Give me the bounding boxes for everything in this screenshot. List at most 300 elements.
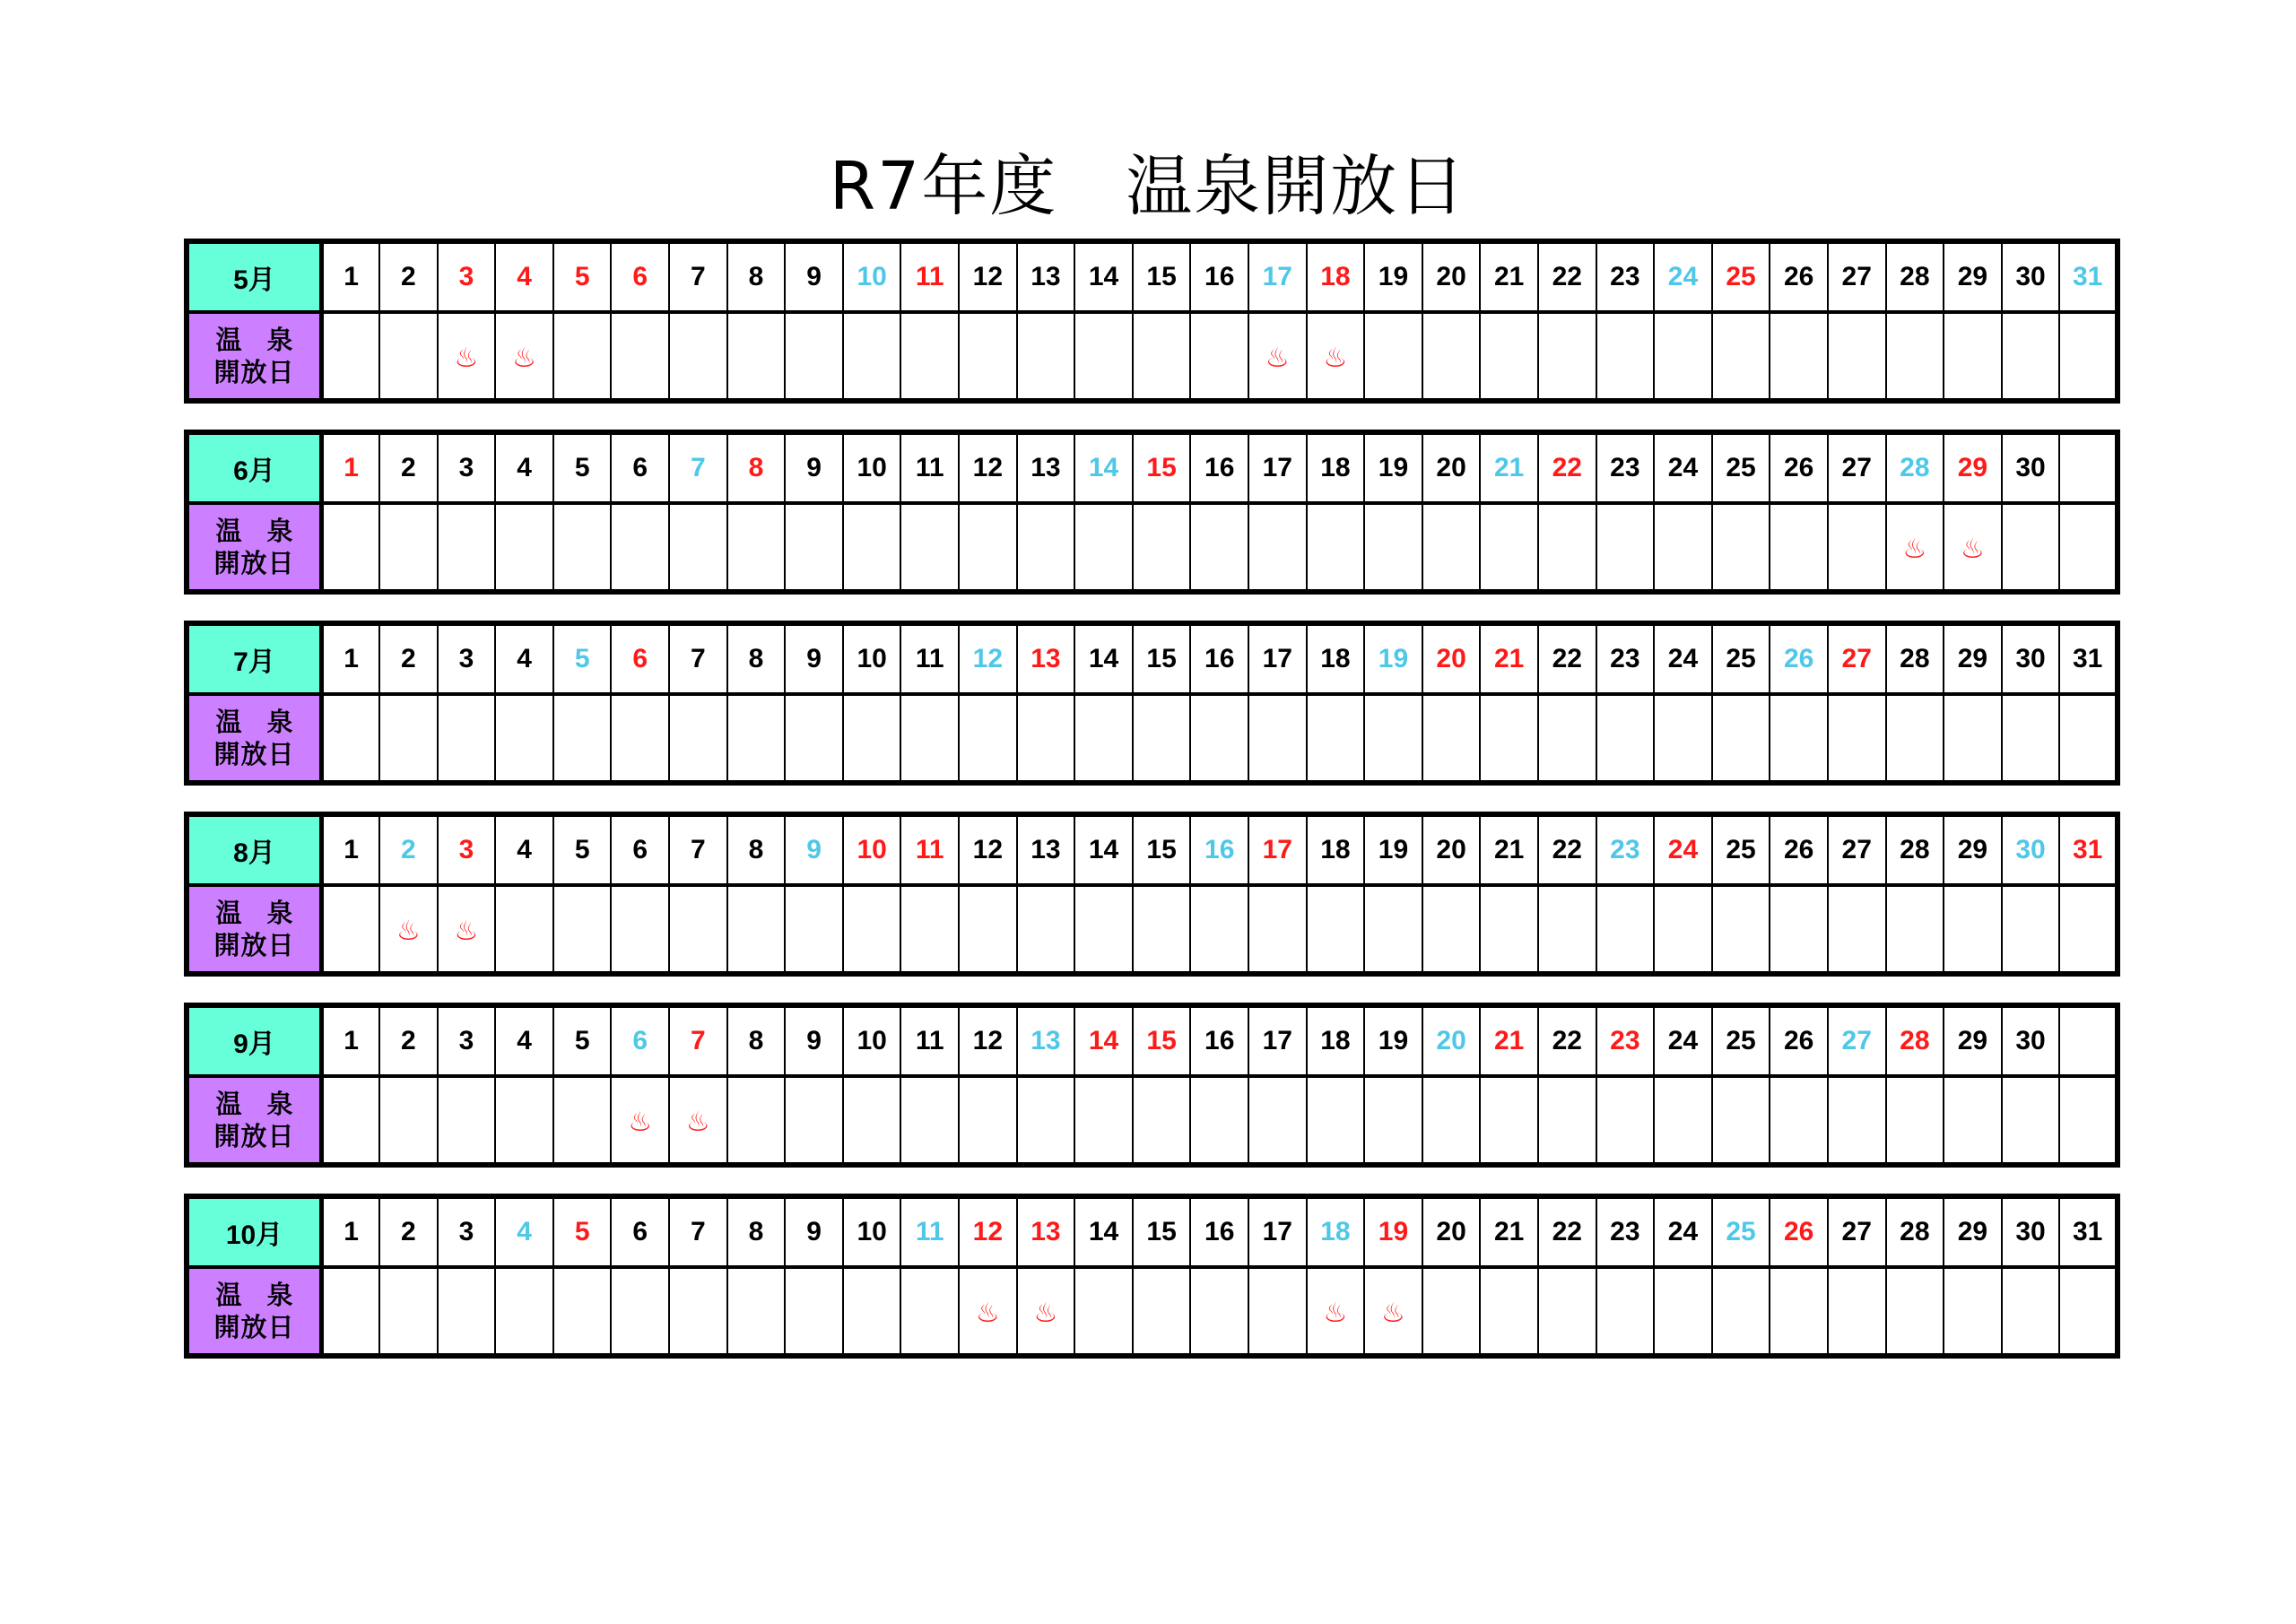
day-number: 20	[1422, 623, 1481, 694]
day-number: 4	[495, 241, 553, 312]
open-day-cell	[322, 694, 380, 783]
open-day-cell	[1133, 312, 1191, 401]
day-number: 12	[959, 814, 1017, 885]
open-day-cell	[843, 1076, 901, 1165]
open-day-cell	[843, 503, 901, 592]
day-number: 17	[1248, 623, 1307, 694]
open-day-cell	[1944, 694, 2002, 783]
day-number: 19	[1364, 623, 1422, 694]
day-number: 2	[379, 1196, 438, 1267]
day-number: 31	[2059, 1196, 2118, 1267]
day-number: 26	[1770, 814, 1828, 885]
open-day-cell	[1712, 312, 1770, 401]
day-number: 20	[1422, 1196, 1481, 1267]
open-day-cell	[669, 1267, 727, 1356]
day-number: 22	[1538, 432, 1596, 503]
open-day-cell	[959, 503, 1017, 592]
empty-day-cell	[2059, 432, 2118, 503]
open-day-cell	[1364, 1076, 1422, 1165]
open-day-cell	[1770, 312, 1828, 401]
open-day-cell	[553, 1076, 612, 1165]
open-day-cell	[900, 885, 959, 974]
day-number: 1	[322, 1196, 380, 1267]
page-title: R7年度 温泉開放日	[829, 148, 1467, 225]
day-number: 13	[1017, 1005, 1075, 1076]
day-number: 21	[1480, 241, 1538, 312]
day-number: 23	[1596, 1005, 1655, 1076]
open-day-cell	[1017, 503, 1075, 592]
open-day-cell	[495, 312, 553, 401]
day-number: 4	[495, 814, 553, 885]
day-number: 24	[1654, 1196, 1712, 1267]
day-number: 7	[669, 1005, 727, 1076]
day-number: 14	[1074, 1196, 1133, 1267]
open-day-cell	[1480, 694, 1538, 783]
open-day-cell	[2002, 694, 2060, 783]
open-day-cell	[495, 1076, 553, 1165]
day-number: 9	[785, 432, 843, 503]
open-day-cell	[1828, 503, 1886, 592]
day-number: 3	[438, 1196, 496, 1267]
open-day-cell	[1133, 503, 1191, 592]
day-number: 9	[785, 1005, 843, 1076]
day-number: 11	[900, 241, 959, 312]
day-number: 26	[1770, 432, 1828, 503]
day-number: 15	[1133, 623, 1191, 694]
hot-spring-icon: ♨	[628, 1106, 653, 1138]
month-label: 9月	[187, 1005, 322, 1076]
open-day-cell	[1828, 1076, 1886, 1165]
open-day-cell	[1944, 312, 2002, 401]
month-table	[184, 430, 2120, 595]
hot-spring-icon: ♨	[1960, 533, 1985, 565]
open-day-label	[187, 885, 322, 974]
date-row	[187, 623, 2118, 694]
day-number: 12	[959, 1005, 1017, 1076]
hot-spring-icon: ♨	[512, 342, 537, 374]
open-day-cell	[495, 1267, 553, 1356]
open-day-cell	[1538, 1267, 1596, 1356]
open-day-cell	[438, 885, 496, 974]
month-table	[184, 239, 2120, 404]
open-day-cell	[1017, 885, 1075, 974]
open-day-cell	[1654, 503, 1712, 592]
day-number: 28	[1886, 623, 1944, 694]
open-day-row	[187, 503, 2118, 592]
open-day-cell	[379, 312, 438, 401]
open-day-cell	[322, 885, 380, 974]
day-number: 30	[2002, 623, 2060, 694]
hot-spring-icon: ♨	[396, 915, 421, 947]
month-label: 6月	[187, 432, 322, 503]
day-number: 2	[379, 814, 438, 885]
day-number: 17	[1248, 1196, 1307, 1267]
open-day-cell	[1770, 885, 1828, 974]
open-day-cell	[1480, 503, 1538, 592]
open-day-cell	[1017, 312, 1075, 401]
open-day-cell	[843, 885, 901, 974]
open-day-cell	[1712, 1267, 1770, 1356]
day-number: 29	[1944, 623, 2002, 694]
open-day-cell	[1886, 1076, 1944, 1165]
day-number: 21	[1480, 814, 1538, 885]
day-number: 2	[379, 432, 438, 503]
open-day-cell	[785, 1267, 843, 1356]
open-day-cell	[1190, 312, 1248, 401]
day-number: 30	[2002, 1196, 2060, 1267]
day-number: 27	[1828, 432, 1886, 503]
open-day-cell	[1828, 312, 1886, 401]
hot-spring-icon: ♨	[1265, 342, 1290, 374]
hot-spring-icon: ♨	[1323, 342, 1348, 374]
open-day-label-line1: 温泉	[215, 707, 318, 737]
day-number: 27	[1828, 814, 1886, 885]
day-number: 19	[1364, 432, 1422, 503]
open-day-cell	[1017, 1267, 1075, 1356]
open-day-cell	[1654, 885, 1712, 974]
day-number: 16	[1190, 432, 1248, 503]
open-day-cell	[1074, 1267, 1133, 1356]
day-number: 27	[1828, 1196, 1886, 1267]
day-number: 10	[843, 432, 901, 503]
open-day-cell	[1248, 1076, 1307, 1165]
open-day-cell	[1596, 694, 1655, 783]
date-row	[187, 432, 2118, 503]
day-number: 3	[438, 623, 496, 694]
open-day-cell	[1074, 694, 1133, 783]
open-day-cell	[2002, 1267, 2060, 1356]
open-day-cell	[785, 503, 843, 592]
day-number: 4	[495, 623, 553, 694]
open-day-cell	[553, 503, 612, 592]
open-day-label-line2: 開放日	[213, 548, 295, 578]
open-day-cell	[959, 694, 1017, 783]
open-day-cell	[1307, 503, 1365, 592]
day-number: 9	[785, 1196, 843, 1267]
open-day-cell	[1654, 1076, 1712, 1165]
day-number: 4	[495, 1196, 553, 1267]
open-day-cell	[2002, 885, 2060, 974]
open-day-label-line1: 温泉	[215, 325, 318, 355]
day-number: 24	[1654, 623, 1712, 694]
open-day-cell	[1307, 885, 1365, 974]
day-number: 6	[611, 241, 669, 312]
open-day-cell	[1770, 1076, 1828, 1165]
open-day-label	[187, 503, 322, 592]
open-day-cell	[785, 312, 843, 401]
open-day-cell	[1133, 1267, 1191, 1356]
open-day-cell	[438, 503, 496, 592]
month-label: 7月	[187, 623, 322, 694]
open-day-label-line1: 温泉	[215, 1280, 318, 1310]
open-day-cell	[1133, 885, 1191, 974]
open-day-cell	[1770, 1267, 1828, 1356]
day-number: 14	[1074, 1005, 1133, 1076]
day-number: 24	[1654, 814, 1712, 885]
open-day-cell	[959, 312, 1017, 401]
day-number: 12	[959, 432, 1017, 503]
open-day-cell	[2059, 312, 2118, 401]
day-number: 3	[438, 241, 496, 312]
day-number: 14	[1074, 623, 1133, 694]
day-number: 20	[1422, 241, 1481, 312]
day-number: 29	[1944, 814, 2002, 885]
open-day-cell	[785, 694, 843, 783]
open-day-cell	[495, 503, 553, 592]
day-number: 5	[553, 1005, 612, 1076]
day-number: 25	[1712, 1196, 1770, 1267]
day-number: 20	[1422, 1005, 1481, 1076]
open-day-cell	[611, 1267, 669, 1356]
day-number: 30	[2002, 432, 2060, 503]
open-day-row	[187, 694, 2118, 783]
open-day-cell	[1944, 885, 2002, 974]
open-day-cell	[2002, 1076, 2060, 1165]
open-day-cell	[611, 1076, 669, 1165]
day-number: 16	[1190, 1005, 1248, 1076]
open-day-cell	[1364, 503, 1422, 592]
open-day-cell	[1248, 694, 1307, 783]
open-day-cell	[1248, 1267, 1307, 1356]
open-day-label-line1: 温泉	[215, 1089, 318, 1119]
day-number: 22	[1538, 241, 1596, 312]
day-number: 12	[959, 623, 1017, 694]
day-number: 12	[959, 1196, 1017, 1267]
day-number: 4	[495, 432, 553, 503]
open-day-cell	[1944, 1076, 2002, 1165]
hot-spring-icon: ♨	[454, 342, 479, 374]
open-day-cell	[1770, 503, 1828, 592]
day-number: 23	[1596, 1196, 1655, 1267]
open-day-cell	[669, 312, 727, 401]
open-day-cell	[2059, 1076, 2118, 1165]
day-number: 7	[669, 432, 727, 503]
hot-spring-icon: ♨	[1033, 1297, 1058, 1329]
open-day-cell	[553, 1267, 612, 1356]
day-number: 18	[1307, 241, 1365, 312]
day-number: 21	[1480, 623, 1538, 694]
open-day-cell	[1712, 694, 1770, 783]
day-number: 15	[1133, 432, 1191, 503]
day-number: 1	[322, 432, 380, 503]
day-number: 14	[1074, 814, 1133, 885]
open-day-cell	[1770, 694, 1828, 783]
day-number: 7	[669, 814, 727, 885]
month-table	[184, 621, 2120, 786]
day-number: 1	[322, 1005, 380, 1076]
day-number: 18	[1307, 1005, 1365, 1076]
day-number: 13	[1017, 241, 1075, 312]
day-number: 27	[1828, 623, 1886, 694]
day-number: 20	[1422, 814, 1481, 885]
day-number: 8	[727, 1005, 786, 1076]
day-number: 24	[1654, 1005, 1712, 1076]
date-row	[187, 1196, 2118, 1267]
day-number: 5	[553, 432, 612, 503]
day-number: 13	[1017, 814, 1075, 885]
day-number: 5	[553, 814, 612, 885]
day-number: 5	[553, 241, 612, 312]
day-number: 17	[1248, 814, 1307, 885]
day-number: 18	[1307, 814, 1365, 885]
open-day-cell	[1944, 503, 2002, 592]
open-day-label-line1: 温泉	[215, 516, 318, 546]
open-day-cell	[1886, 503, 1944, 592]
open-day-cell	[1886, 312, 1944, 401]
open-day-cell	[1886, 694, 1944, 783]
open-day-cell	[322, 1267, 380, 1356]
month-table	[184, 1003, 2120, 1168]
open-day-cell	[785, 1076, 843, 1165]
open-day-cell	[1828, 694, 1886, 783]
day-number: 26	[1770, 241, 1828, 312]
open-day-cell	[727, 885, 786, 974]
open-day-cell	[1133, 1076, 1191, 1165]
day-number: 10	[843, 623, 901, 694]
day-number: 30	[2002, 1005, 2060, 1076]
day-number: 22	[1538, 1005, 1596, 1076]
open-day-cell	[1480, 312, 1538, 401]
day-number: 11	[900, 432, 959, 503]
day-number: 1	[322, 241, 380, 312]
day-number: 3	[438, 432, 496, 503]
open-day-cell	[322, 1076, 380, 1165]
open-day-cell	[1364, 694, 1422, 783]
open-day-cell	[1596, 312, 1655, 401]
open-day-cell	[669, 694, 727, 783]
day-number: 22	[1538, 814, 1596, 885]
open-day-cell	[495, 694, 553, 783]
open-day-cell	[1422, 1267, 1481, 1356]
open-day-cell	[2059, 503, 2118, 592]
open-day-cell	[1422, 1076, 1481, 1165]
open-day-cell	[2059, 694, 2118, 783]
day-number: 7	[669, 241, 727, 312]
day-number: 21	[1480, 1005, 1538, 1076]
day-number: 5	[553, 623, 612, 694]
month-label: 5月	[187, 241, 322, 312]
day-number: 14	[1074, 432, 1133, 503]
day-number: 29	[1944, 241, 2002, 312]
open-day-cell	[1480, 885, 1538, 974]
day-number: 8	[727, 1196, 786, 1267]
day-number: 24	[1654, 241, 1712, 312]
open-day-cell	[379, 694, 438, 783]
open-day-cell	[1364, 1267, 1422, 1356]
day-number: 2	[379, 623, 438, 694]
open-day-label	[187, 694, 322, 783]
day-number: 6	[611, 1196, 669, 1267]
day-number: 5	[553, 1196, 612, 1267]
day-number: 7	[669, 623, 727, 694]
open-day-cell	[1654, 1267, 1712, 1356]
day-number: 10	[843, 814, 901, 885]
month-label: 8月	[187, 814, 322, 885]
open-day-cell	[1307, 1076, 1365, 1165]
open-day-cell	[611, 694, 669, 783]
day-number: 8	[727, 814, 786, 885]
open-day-cell	[438, 1076, 496, 1165]
open-day-cell	[1886, 1267, 1944, 1356]
open-day-cell	[1190, 503, 1248, 592]
date-row	[187, 1005, 2118, 1076]
day-number: 11	[900, 814, 959, 885]
open-day-cell	[1480, 1076, 1538, 1165]
open-day-cell	[669, 1076, 727, 1165]
day-number: 22	[1538, 623, 1596, 694]
open-day-cell	[669, 885, 727, 974]
open-day-label-line2: 開放日	[213, 739, 295, 769]
month-table	[184, 1194, 2120, 1359]
open-day-cell	[1248, 503, 1307, 592]
day-number: 16	[1190, 623, 1248, 694]
open-day-cell	[1074, 503, 1133, 592]
day-number: 27	[1828, 241, 1886, 312]
open-day-cell	[379, 503, 438, 592]
open-day-cell	[438, 312, 496, 401]
day-number: 21	[1480, 432, 1538, 503]
open-day-cell	[495, 885, 553, 974]
day-number: 28	[1886, 241, 1944, 312]
day-number: 26	[1770, 1005, 1828, 1076]
day-number: 16	[1190, 1196, 1248, 1267]
open-day-cell	[1422, 885, 1481, 974]
open-day-cell	[553, 312, 612, 401]
open-day-cell	[1190, 694, 1248, 783]
open-day-label-line1: 温泉	[215, 898, 318, 928]
open-day-cell	[1422, 694, 1481, 783]
hot-spring-icon: ♨	[685, 1106, 710, 1138]
empty-day-cell	[2059, 1005, 2118, 1076]
open-day-row	[187, 1076, 2118, 1165]
day-number: 15	[1133, 1196, 1191, 1267]
day-number: 24	[1654, 432, 1712, 503]
day-number: 29	[1944, 1005, 2002, 1076]
open-day-cell	[1944, 1267, 2002, 1356]
day-number: 16	[1190, 241, 1248, 312]
open-day-cell	[1828, 1267, 1886, 1356]
day-number: 11	[900, 623, 959, 694]
open-day-cell	[1480, 1267, 1538, 1356]
day-number: 25	[1712, 432, 1770, 503]
date-row	[187, 814, 2118, 885]
date-row	[187, 241, 2118, 312]
day-number: 20	[1422, 432, 1481, 503]
open-day-row	[187, 1267, 2118, 1356]
day-number: 31	[2059, 241, 2118, 312]
open-day-label	[187, 1076, 322, 1165]
open-day-cell	[843, 694, 901, 783]
open-day-cell	[2002, 503, 2060, 592]
day-number: 30	[2002, 241, 2060, 312]
day-number: 18	[1307, 432, 1365, 503]
day-number: 9	[785, 814, 843, 885]
open-day-cell	[669, 503, 727, 592]
day-number: 10	[843, 1196, 901, 1267]
open-day-label-line2: 開放日	[213, 930, 295, 960]
day-number: 28	[1886, 814, 1944, 885]
day-number: 2	[379, 241, 438, 312]
open-day-cell	[1074, 1076, 1133, 1165]
day-number: 23	[1596, 814, 1655, 885]
day-number: 19	[1364, 1196, 1422, 1267]
day-number: 13	[1017, 432, 1075, 503]
open-day-cell	[900, 312, 959, 401]
open-day-cell	[1017, 694, 1075, 783]
open-day-cell	[1712, 1076, 1770, 1165]
open-day-row	[187, 312, 2118, 401]
open-day-cell	[727, 1267, 786, 1356]
